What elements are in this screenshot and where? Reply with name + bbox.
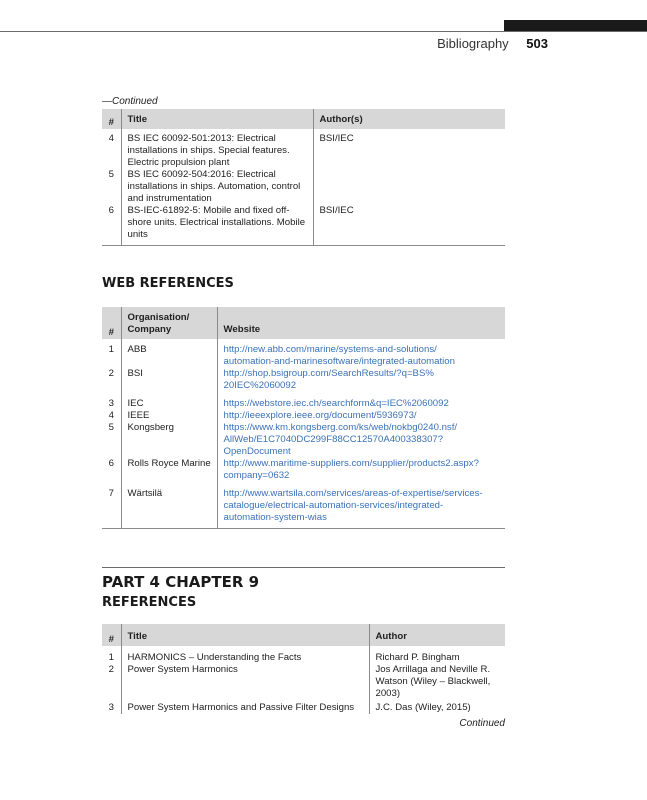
website-link[interactable]: https://www.km.kongsberg.com/ks/web/nokbg0240.nsf/ AllWeb/E1C7040DC299F88CC12570A400338307? OpenDocument — [217, 422, 505, 458]
table-row — [102, 458, 505, 482]
row-title: HARMONICS – Understanding the Facts — [121, 646, 369, 664]
row-author: BSI/IEC — [313, 129, 505, 169]
chapter-heading: PART 4 CHAPTER 9 — [102, 573, 260, 591]
website-link[interactable]: http://www.wartsila.com/services/areas-of-expertise/services- catalogue/electrical-automation-services/integrated- automation-system-wias — [217, 482, 505, 529]
row-number: 1 — [108, 344, 114, 355]
table-row — [102, 700, 505, 714]
table-row — [102, 205, 505, 246]
website-link[interactable]: http://shop.bsigroup.com/SearchResults/?q=BS% 20IEC%2060092 — [217, 368, 505, 392]
row-organisation: Wärtsilä — [121, 482, 217, 529]
row-number: 6 — [108, 458, 114, 469]
table-row — [102, 392, 505, 410]
running-head — [437, 36, 548, 51]
row-author: J.C. Das (Wiley, 2015) — [369, 700, 505, 714]
row-number: 3 — [108, 398, 114, 409]
continued-label-top: —Continued — [102, 96, 158, 107]
row-number: 7 — [102, 482, 121, 529]
row-title: BS IEC 60092-504:2016: Electrical installations in ships. Automation, control and instrumentation — [121, 169, 313, 205]
table-header-row — [102, 307, 505, 339]
row-organisation: BSI — [121, 368, 217, 392]
table-row — [102, 129, 505, 169]
row-author — [313, 169, 505, 205]
row-title: BS IEC 60092-501:2013: Electrical installations in ships. Special features. Electric propulsion plant — [121, 129, 313, 169]
table-row — [102, 482, 505, 529]
table-header-row — [102, 624, 505, 646]
row-number: 2 — [108, 368, 114, 379]
table-row — [102, 410, 505, 422]
col-header-title: Title — [121, 109, 313, 129]
row-number: 1 — [108, 652, 114, 663]
row-number: 4 — [108, 133, 114, 144]
row-title: Power System Harmonics — [121, 664, 369, 700]
website-link[interactable]: http://new.abb.com/marine/systems-and-solutions/ automation-and-marinesoftware/integrated-automation — [217, 339, 505, 368]
col-header-organisation: Organisation/ Company — [121, 307, 217, 339]
row-organisation: Kongsberg — [121, 422, 217, 458]
web-references-table — [102, 307, 505, 529]
row-organisation: ABB — [121, 339, 217, 368]
page-number: 503 — [526, 36, 548, 51]
table-row — [102, 664, 505, 700]
website-link[interactable]: http://www.maritime-suppliers.com/supplier/products2.aspx? company=0632 — [217, 458, 505, 482]
table-row — [102, 422, 505, 458]
col-header-title: Title — [121, 624, 369, 646]
chapter-subheading: REFERENCES — [102, 595, 197, 610]
standards-table — [102, 109, 505, 246]
table-row — [102, 646, 505, 664]
running-head-title: Bibliography — [437, 36, 509, 51]
col-header-author: Author — [369, 624, 505, 646]
row-author: Jos Arrillaga and Neville R. Watson (Wiley – Blackwell, 2003) — [369, 664, 505, 700]
references-table — [102, 624, 505, 714]
row-number: 5 — [108, 422, 114, 433]
table-row — [102, 339, 505, 368]
row-number: 2 — [108, 664, 114, 675]
row-number: 6 — [102, 205, 121, 246]
row-author: Richard P. Bingham — [369, 646, 505, 664]
row-author: BSI/IEC — [313, 205, 505, 246]
row-organisation: Rolls Royce Marine — [121, 458, 217, 482]
row-title: BS-IEC-61892-5: Mobile and fixed off- shore units. Electrical installations. Mobile units — [121, 205, 313, 246]
table-row — [102, 169, 505, 205]
col-header-authors: Author(s) — [313, 109, 505, 129]
web-references-heading: WEB REFERENCES — [102, 276, 234, 291]
col-header-num: # — [102, 624, 121, 646]
col-header-num: # — [102, 307, 121, 339]
table-row — [102, 368, 505, 392]
row-title: Power System Harmonics and Passive Filter Designs — [121, 700, 369, 714]
row-organisation: IEEE — [121, 410, 217, 422]
row-number: 4 — [108, 410, 114, 421]
col-header-num: # — [102, 109, 121, 129]
row-organisation: IEC — [121, 392, 217, 410]
col-header-website: Website — [217, 307, 505, 339]
website-link[interactable]: http://ieeexplore.ieee.org/document/5936973/ — [217, 410, 505, 422]
row-number: 3 — [108, 702, 114, 713]
row-number: 5 — [108, 169, 114, 180]
chapter-separator — [102, 567, 505, 568]
website-link[interactable]: https://webstore.iec.ch/searchform&q=IEC%2060092 — [217, 392, 505, 410]
header-rule — [0, 31, 647, 32]
table-header-row — [102, 109, 505, 129]
continued-label-bottom: Continued — [459, 718, 505, 729]
